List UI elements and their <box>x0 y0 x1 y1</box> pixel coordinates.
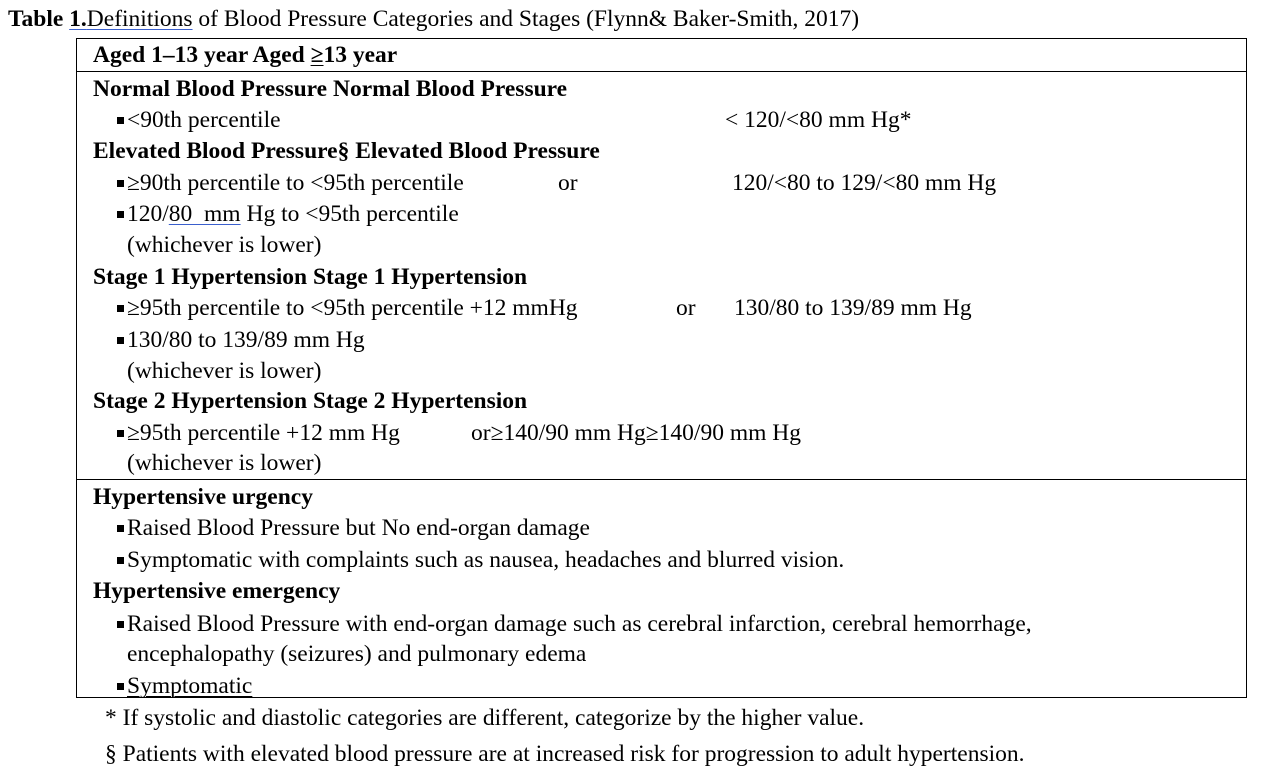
elevated-heading: Elevated Blood Pressure§ Elevated Blood Pressure <box>93 138 600 164</box>
normal-heading: Normal Blood Pressure Normal Blood Pressure <box>93 76 568 102</box>
caption-label: Table <box>8 6 70 32</box>
stage2-adult-criterion: or≥140/90 mm Hg≥140/90 mm Hg <box>471 420 801 446</box>
bp-table <box>76 38 1247 698</box>
caption-rest: of Blood Pressure Categories and Stages (Flynn& Baker-Smith, 2017) <box>192 6 860 32</box>
table-header <box>93 41 397 69</box>
bullet-icon <box>117 180 124 187</box>
bullet-icon <box>117 525 124 532</box>
bullet-icon <box>117 305 124 312</box>
footnote-section: § Patients with elevated blood pressure are at increased risk for progression to adult hypertension. <box>105 741 1025 767</box>
list-item <box>93 514 1243 542</box>
urgency-item-1: Raised Blood Pressure but No end-organ damage <box>127 515 590 541</box>
stage1-adult-criterion: 130/80 to 139/89 mm Hg <box>734 295 972 321</box>
section-divider <box>77 479 1246 480</box>
list-item <box>93 294 1243 322</box>
list-item <box>93 546 1243 574</box>
emergency-item-2: Symptomatic <box>127 673 253 699</box>
elevated-note: (whichever is lower) <box>127 232 322 258</box>
elevated-child-criterion-2: 120/80 mm Hg to <95th percentile <box>127 201 459 227</box>
elevated-or: or <box>558 170 578 196</box>
stage2-child-criterion: ≥95th percentile +12 mm Hg <box>127 420 400 446</box>
caption-number: 1. <box>69 6 87 32</box>
list-item <box>93 326 1243 354</box>
stage1-heading: Stage 1 Hypertension Stage 1 Hypertension <box>93 264 528 290</box>
stage1-child-criterion: ≥95th percentile to <95th percentile +12 mmHg <box>127 295 578 321</box>
list-item <box>93 106 1243 134</box>
stage1-child-criterion-2: 130/80 to 139/89 mm Hg <box>127 327 365 353</box>
footnote-star: * If systolic and diastolic categories are different, categorize by the higher value. <box>105 705 865 731</box>
list-item <box>93 672 1243 700</box>
bullet-icon <box>117 430 124 437</box>
urgency-item-2: Symptomatic with complaints such as nausea, headaches and blurred vision. <box>127 547 845 573</box>
header-pre: Aged 1–13 year Aged <box>93 42 311 68</box>
list-item <box>93 169 1243 197</box>
header-divider <box>77 71 1246 72</box>
elevated-child-criterion: ≥90th percentile to <95th percentile <box>127 170 464 196</box>
emergency-item-1-cont: encephalopathy (seizures) and pulmonary edema <box>127 641 587 667</box>
stage1-or: or <box>676 295 696 321</box>
elevated-adult-criterion: 120/<80 to 129/<80 mm Hg <box>732 170 997 196</box>
normal-adult-criterion: < 120/<80 mm Hg* <box>725 107 912 133</box>
list-item <box>93 610 1243 638</box>
stage1-note: (whichever is lower) <box>127 358 322 384</box>
bullet-icon <box>117 557 124 564</box>
emergency-heading: Hypertensive emergency <box>93 578 341 604</box>
table-caption <box>8 4 859 34</box>
caption-word: Definitions <box>86 6 193 32</box>
bullet-icon <box>117 117 124 124</box>
bullet-icon <box>117 211 124 218</box>
list-item <box>93 200 1243 228</box>
stage2-heading: Stage 2 Hypertension Stage 2 Hypertension <box>93 388 528 414</box>
stage2-note: (whichever is lower) <box>127 450 322 476</box>
list-item <box>93 419 1243 447</box>
header-ge: ≥ <box>310 42 324 68</box>
bullet-icon <box>117 683 124 690</box>
bullet-icon <box>117 337 124 344</box>
header-post: 13 year <box>323 42 398 68</box>
bullet-icon <box>117 621 124 628</box>
emergency-item-1: Raised Blood Pressure with end-organ damage such as cerebral infarction, cerebral hemorrhage, <box>127 611 1032 637</box>
urgency-heading: Hypertensive urgency <box>93 484 313 510</box>
normal-child-criterion: <90th percentile <box>127 107 281 133</box>
